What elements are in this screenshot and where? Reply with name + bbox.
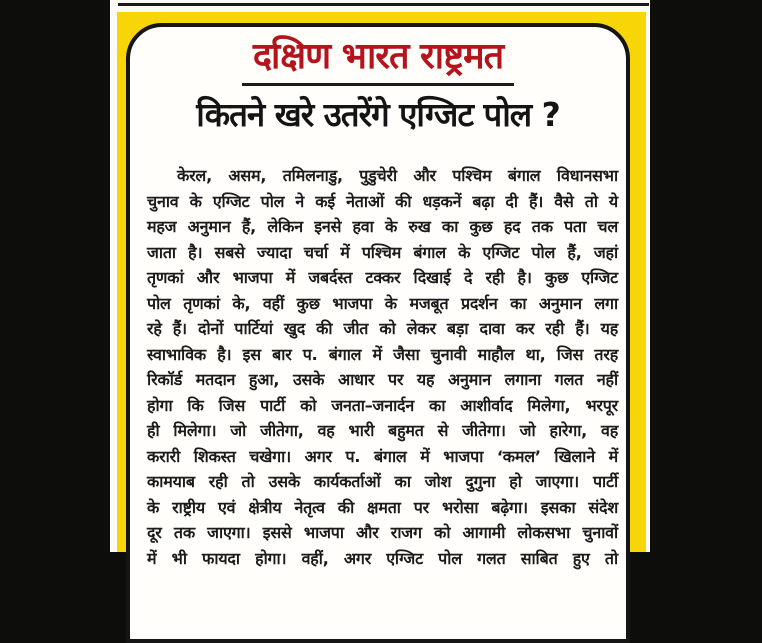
- body-line: कामयाब रही तो उसके कार्यकर्ताओं का जोश दुगुना हो जाएगा। पार्टी: [147, 472, 618, 491]
- masthead-underline: [242, 83, 514, 86]
- body-line-clipped: में भी फायदा होगा। वहीं, अगर एग्जिट पोल गलत साबित हुए तो: [147, 548, 618, 568]
- newspaper-page: [110, 0, 650, 568]
- body-line: रहे हैं। दोनों पार्टियां खुद की जीत को लेकर बड़ा दावा कर रही हैं। यह: [147, 319, 618, 338]
- body-line: के राष्ट्रीय एवं क्षेत्रीय नेतृत्व की क्षमता पर भरोसा बढ़ेगा। इसका संदेश: [147, 497, 618, 517]
- article-body: [130, 163, 626, 571]
- editorial-card: [126, 23, 630, 643]
- masthead-title: दक्षिण भारत राष्ट्रमत: [252, 36, 504, 77]
- editorial-yellow-panel: [117, 12, 646, 568]
- body-line: तृणकां और भाजपा में जबर्दस्त टक्कर दिखाई दे रही है। कुछ एग्जिट: [147, 268, 618, 287]
- article-headline: कितने खरे उतरेंगे एग्जिट पोल ?: [196, 95, 560, 134]
- body-line: स्वाभाविक है। इस बार प. बंगाल में जैसा चुनावी माहौल था, जिस तरह: [147, 344, 618, 364]
- body-line: पोल तृणकां के, वहीं कुछ भाजपा के मजबूत प्रदर्शन का अनुमान लगा: [147, 293, 618, 313]
- body-line: जाता है। सबसे ज्यादा चर्चा में पश्चिम बंगाल के एग्जिट पोल हैं, जहां: [147, 242, 618, 262]
- body-line: दूर तक जाएगा। इससे भाजपा और राजग को आगामी लोकसभा चुनावों: [147, 523, 618, 542]
- body-line: केरल, असम, तमिलनाडु, पुडुचेरी और पश्चिम बंगाल विधानसभा: [177, 166, 618, 185]
- body-line: होगा कि जिस पार्टी को जनता–जनार्दन का आशीर्वाद मिलेगा, भरपूर: [147, 395, 618, 415]
- body-line: रिकॉर्ड मतदान हुआ, उसके आधार पर यह अनुमान लगाना गलत नहीं: [147, 370, 618, 389]
- body-line: ही मिलेगा। जो जीतेगा, वह भारी बहुमत से जीतेगा। जो हारेगा, वह: [147, 421, 618, 440]
- body-line: महज अनुमान हैं, लेकिन इनसे हवा के रुख का कुछ हद तक पता चल: [147, 217, 618, 236]
- page-top-rule: [118, 3, 649, 6]
- body-line: करारी शिकस्त चखेगा। अगर प. बंगाल में भाजपा ‘कमल’ खिलाने में: [147, 446, 618, 466]
- body-line: चुनाव के एग्जिट पोल ने कई नेताओं की धड़कनें बढ़ा दी हैं। वैसे तो ये: [147, 191, 618, 211]
